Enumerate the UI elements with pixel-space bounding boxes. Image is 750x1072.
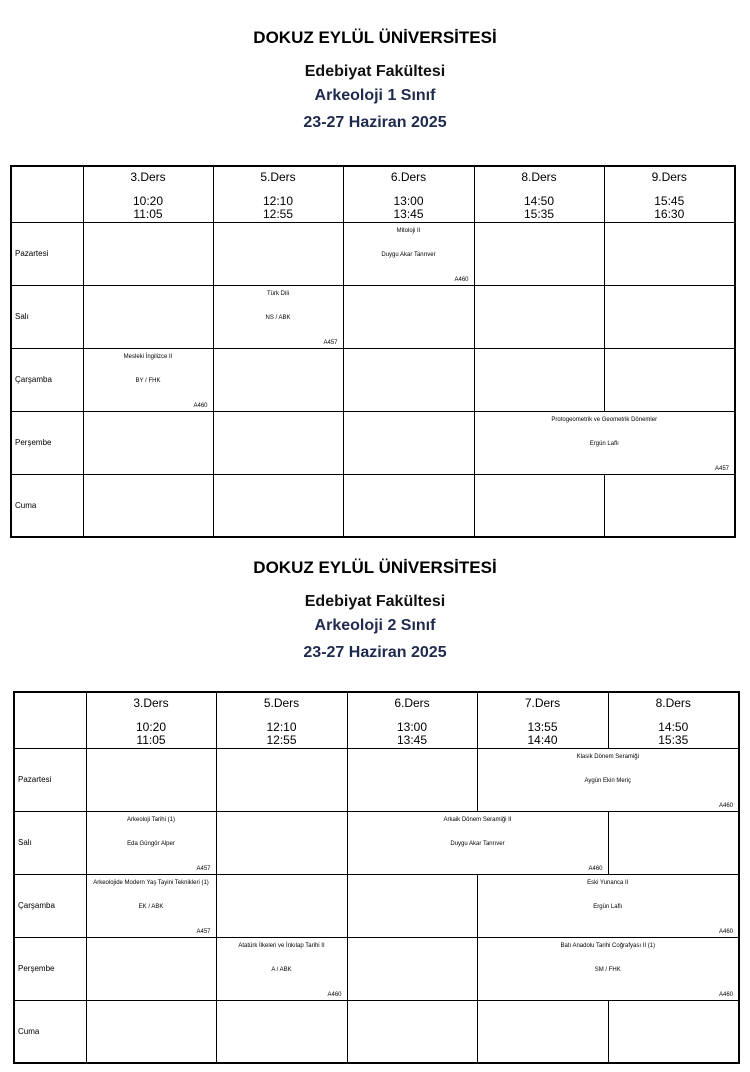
- empty-cell: [604, 285, 735, 348]
- instructor: Aygün Ekin Meriç: [584, 777, 632, 784]
- day-row: [14, 1000, 739, 1063]
- empty-cell: [347, 937, 477, 1000]
- instructor: A / ABK: [271, 966, 292, 973]
- room: A460: [327, 991, 342, 998]
- day-label: Cuma: [11, 474, 83, 537]
- period-header: 5.Ders 12:10 12:55: [213, 166, 343, 222]
- empty-cell: [474, 348, 604, 411]
- day-row: [14, 937, 739, 1000]
- empty-cell: [86, 748, 216, 811]
- period-header: 9.Ders 15:45 16:30: [604, 166, 735, 222]
- course-name: Mitoloji II: [396, 227, 421, 234]
- course-name: Eski Yunanca II: [587, 879, 629, 886]
- day-label: Çarşamba: [11, 348, 83, 411]
- day-row: [14, 811, 739, 874]
- empty-cell: [86, 1000, 216, 1063]
- course-cell[interactable]: [477, 937, 739, 1000]
- day-row: [11, 285, 735, 348]
- header-row: [11, 166, 735, 222]
- day-row: [11, 474, 735, 537]
- date-range: 23-27 Haziran 2025: [303, 644, 447, 661]
- empty-cell: [86, 937, 216, 1000]
- period-header: 3.Ders 10:20 11:05: [86, 692, 216, 748]
- empty-cell: [343, 348, 474, 411]
- empty-cell: [213, 474, 343, 537]
- empty-cell: [474, 285, 604, 348]
- instructor: Eda Güngör Alper: [127, 840, 175, 847]
- room: A460: [718, 991, 733, 998]
- instructor: SM / FHK: [594, 966, 621, 973]
- empty-cell: [347, 748, 477, 811]
- empty-cell: [343, 285, 474, 348]
- instructor: Ergün Laflı: [589, 440, 619, 447]
- course-cell[interactable]: [474, 411, 735, 474]
- course-name: Protogeometrik ve Geometrik Dönemler: [551, 416, 658, 423]
- empty-cell: [213, 222, 343, 285]
- period-header: 7.Ders 13:55 14:40: [477, 692, 608, 748]
- course-cell[interactable]: [83, 348, 213, 411]
- schedule-table: [13, 691, 740, 1064]
- date-range: 23-27 Haziran 2025: [303, 114, 447, 131]
- room: A457: [196, 928, 211, 935]
- course-cell[interactable]: [213, 285, 343, 348]
- day-row: [14, 874, 739, 937]
- room: A457: [196, 865, 211, 872]
- empty-cell: [83, 285, 213, 348]
- class-title: Arkeoloji 2 Sınıf: [314, 617, 436, 634]
- day-label: Pazartesi: [14, 748, 86, 811]
- faculty-title: Edebiyat Fakültesi: [304, 593, 446, 610]
- day-label: Salı: [14, 811, 86, 874]
- corner-cell: [11, 166, 83, 222]
- header-row: [14, 692, 739, 748]
- period-header: 5.Ders 12:10 12:55: [216, 692, 347, 748]
- empty-cell: [83, 222, 213, 285]
- course-name: Klasik Dönem Seramiği: [576, 753, 639, 760]
- empty-cell: [213, 348, 343, 411]
- room: A460: [193, 402, 208, 409]
- course-cell[interactable]: [477, 748, 739, 811]
- course-name: Arkeoloji Tarihi (1): [127, 816, 175, 823]
- course-cell[interactable]: [86, 811, 216, 874]
- period-header: 3.Ders 10:20 11:05: [83, 166, 213, 222]
- empty-cell: [343, 474, 474, 537]
- university-title: DOKUZ EYLÜL ÜNİVERSİTESİ: [253, 558, 497, 577]
- day-label: Cuma: [14, 1000, 86, 1063]
- room: A457: [323, 339, 338, 346]
- instructor: NS / ABK: [265, 314, 291, 321]
- day-row: [14, 748, 739, 811]
- day-label: Pazartesi: [11, 222, 83, 285]
- empty-cell: [608, 1000, 739, 1063]
- day-row: [11, 348, 735, 411]
- room: A460: [718, 928, 733, 935]
- corner-cell: [14, 692, 86, 748]
- empty-cell: [83, 411, 213, 474]
- day-label: Salı: [11, 285, 83, 348]
- course-cell[interactable]: [86, 874, 216, 937]
- course-name: Türk Dili: [267, 290, 289, 297]
- course-name: Atatürk İlkeleri ve İnkılap Tarihi II: [238, 942, 325, 949]
- empty-cell: [213, 411, 343, 474]
- instructor: Duygu Akar Tanrıver: [450, 840, 505, 847]
- day-label: Çarşamba: [14, 874, 86, 937]
- room: A460: [454, 276, 469, 283]
- faculty-title: Edebiyat Fakültesi: [304, 63, 446, 80]
- course-cell[interactable]: [216, 937, 347, 1000]
- instructor: BY / FHK: [135, 377, 161, 384]
- course-name: Batı Anadolu Tarihi Coğrafyası II (1): [560, 942, 656, 949]
- course-cell[interactable]: [343, 222, 474, 285]
- day-row: [11, 411, 735, 474]
- empty-cell: [216, 748, 347, 811]
- period-header: 6.Ders 13:00 13:45: [347, 692, 477, 748]
- course-cell[interactable]: [477, 874, 739, 937]
- room: A457: [714, 465, 729, 472]
- course-name: Arkeolojide Modern Yaş Tayini Teknikleri (1): [93, 879, 209, 886]
- empty-cell: [216, 1000, 347, 1063]
- class-title: Arkeoloji 1 Sınıf: [314, 87, 436, 104]
- schedule-table: [10, 165, 736, 538]
- period-header: 6.Ders 13:00 13:45: [343, 166, 474, 222]
- university-title: DOKUZ EYLÜL ÜNİVERSİTESİ: [253, 28, 497, 47]
- instructor: Ergün Laflı: [593, 903, 623, 910]
- empty-cell: [474, 474, 604, 537]
- period-header: 8.Ders 14:50 15:35: [608, 692, 739, 748]
- empty-cell: [83, 474, 213, 537]
- empty-cell: [604, 348, 735, 411]
- course-name: Arkaik Dönem Seramiği II: [443, 816, 512, 823]
- empty-cell: [343, 411, 474, 474]
- instructor: Duygu Akar Tanrıver: [381, 251, 436, 258]
- day-label: Perşembe: [14, 937, 86, 1000]
- room: A460: [588, 865, 603, 872]
- empty-cell: [347, 1000, 477, 1063]
- period-header: 8.Ders 14:50 15:35: [474, 166, 604, 222]
- empty-cell: [347, 874, 477, 937]
- day-label: Perşembe: [11, 411, 83, 474]
- empty-cell: [604, 474, 735, 537]
- empty-cell: [474, 222, 604, 285]
- empty-cell: [477, 1000, 608, 1063]
- course-cell[interactable]: [347, 811, 608, 874]
- empty-cell: [216, 874, 347, 937]
- empty-cell: [604, 222, 735, 285]
- day-row: [11, 222, 735, 285]
- instructor: EK / ABK: [138, 903, 164, 910]
- empty-cell: [608, 811, 739, 874]
- course-name: Mesleki İngilizce II: [123, 353, 173, 360]
- empty-cell: [216, 811, 347, 874]
- room: A460: [718, 802, 733, 809]
